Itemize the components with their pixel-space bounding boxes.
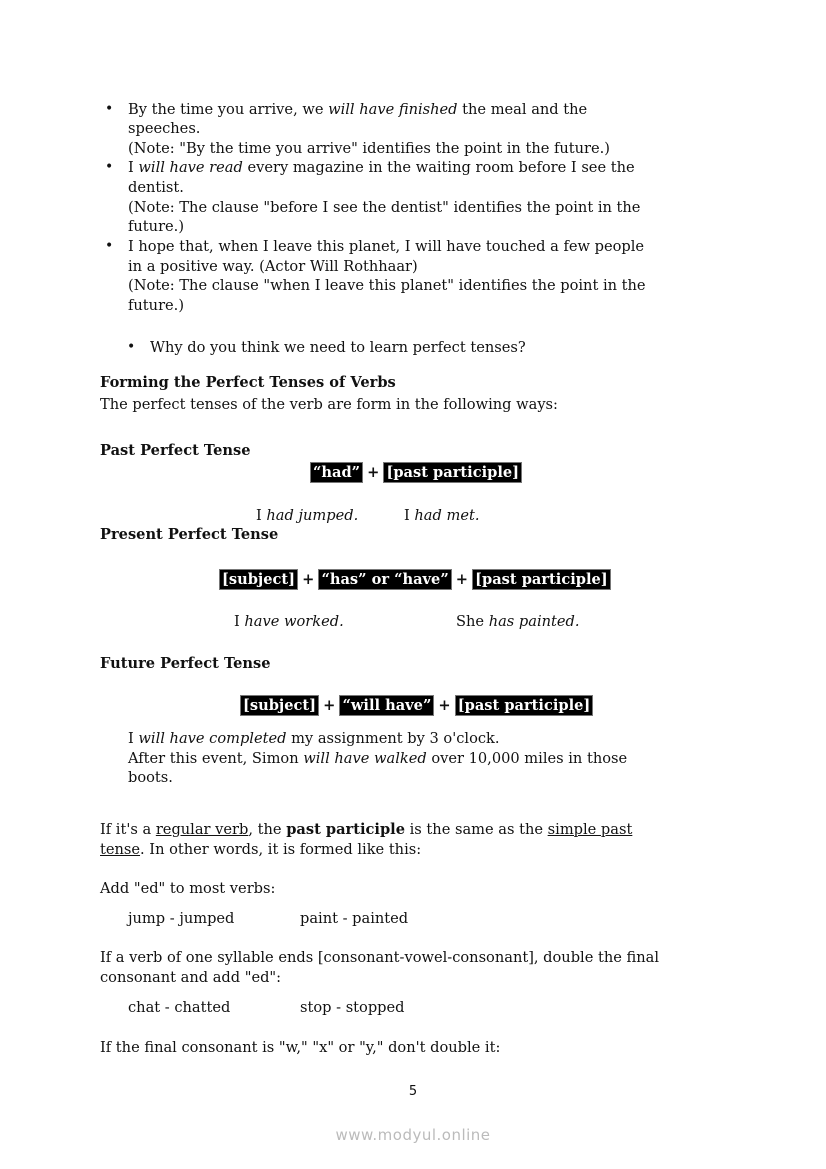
text-span: I	[128, 730, 139, 747]
text-line	[234, 613, 344, 631]
text-line	[300, 910, 408, 928]
text-line	[128, 218, 184, 236]
text-span: (Note: The clause "when I leave this planet" identifies the point in the	[128, 277, 646, 294]
text-line	[128, 258, 418, 276]
text-line	[128, 999, 230, 1017]
bullet-icon: •	[105, 159, 114, 175]
formula-term: [subject]	[222, 571, 296, 588]
text-span: She	[456, 613, 489, 630]
text-line	[128, 199, 640, 217]
text-span: I	[256, 507, 267, 524]
bold-text: Future Perfect Tense	[100, 655, 271, 672]
bold-text: Past Perfect Tense	[100, 442, 251, 459]
text-span: , the	[248, 821, 287, 838]
formula-term: “had”	[313, 464, 361, 481]
text-span: chat - chatted	[128, 999, 231, 1016]
underlined-term: regular verb	[155, 821, 249, 838]
text-span: paint - painted	[300, 910, 409, 927]
text-span: stop - stopped	[300, 999, 405, 1016]
italic-text: has painted.	[488, 613, 580, 630]
text-span: By the time you arrive, we	[128, 101, 329, 118]
text-span: my assignment by 3 o'clock.	[286, 730, 500, 747]
text-line	[100, 1039, 500, 1057]
text-line	[128, 179, 184, 197]
text-span: dentist.	[128, 179, 184, 196]
text-span: (Note: "By the time you arrive" identifies the point in the future.)	[128, 140, 610, 157]
text-span: (Note: The clause "before I see the dentist" identifies the point in the	[128, 199, 641, 216]
text-span: If it's a	[100, 821, 156, 838]
formula-line	[220, 571, 610, 589]
text-span: future.)	[128, 297, 185, 314]
italic-text: will have completed	[138, 730, 287, 747]
bold-text: Forming the Perfect Tenses of Verbs	[100, 374, 396, 391]
plus-sign: +	[318, 697, 341, 714]
section-heading	[100, 655, 271, 673]
formula-term: “has” or “have”	[321, 571, 449, 588]
watermark: www.modyul.online	[335, 1126, 491, 1144]
text-span: If the final consonant is "w," "x" or "y," don't double it:	[100, 1039, 501, 1056]
text-span: future.)	[128, 218, 185, 235]
plus-sign: +	[450, 571, 474, 588]
text-span: boots.	[128, 769, 173, 786]
text-line	[128, 238, 644, 256]
plus-sign: +	[433, 697, 456, 714]
text-line	[300, 999, 405, 1017]
text-span: . In other words, it is formed like this:	[140, 841, 422, 858]
bold-text: past participle	[286, 821, 405, 838]
underlined-term: tense	[100, 841, 141, 858]
text-span: speeches.	[128, 120, 201, 137]
formula-line	[311, 464, 521, 482]
text-span: Why do you think we need to learn perfect tenses?	[150, 339, 526, 356]
text-span: I	[234, 613, 245, 630]
text-line	[128, 277, 646, 295]
formula-term: [past participle]	[457, 697, 591, 714]
text-span: Add "ed" to most verbs:	[100, 880, 276, 897]
text-line	[128, 140, 610, 158]
text-span: I	[404, 507, 415, 524]
section-heading	[100, 526, 278, 544]
text-span: The perfect tenses of the verb are form in the following ways:	[100, 396, 558, 413]
text-line	[128, 730, 500, 748]
text-line	[100, 841, 421, 859]
italic-text: will have finished	[328, 101, 458, 118]
plus-sign: +	[297, 571, 320, 588]
text-line	[128, 750, 627, 768]
text-span: every magazine in the waiting room before I see the	[242, 159, 635, 176]
text-line	[100, 969, 281, 987]
text-span: After this event, Simon	[128, 750, 304, 767]
formula-term: [past participle]	[386, 464, 520, 481]
formula-term: “will have”	[342, 697, 432, 714]
text-line	[128, 120, 200, 138]
text-span: over 10,000 miles in those	[426, 750, 628, 767]
section-heading	[100, 442, 250, 460]
formula-line	[241, 697, 592, 715]
bullet-icon: •	[127, 339, 136, 355]
text-line	[456, 613, 580, 631]
text-line	[128, 769, 173, 787]
bullet-icon: •	[105, 238, 114, 254]
text-line	[100, 396, 558, 414]
text-line	[128, 159, 635, 177]
italic-text: had met.	[414, 507, 480, 524]
underlined-term: simple past	[547, 821, 633, 838]
text-span: in a positive way. (Actor Will Rothhaar)	[128, 258, 418, 275]
text-span: If a verb of one syllable ends [consonant-vowel-consonant], double the final	[100, 949, 660, 966]
italic-text: had jumped.	[266, 507, 359, 524]
text-span: jump - jumped	[128, 910, 235, 927]
text-line	[150, 339, 526, 357]
text-line	[128, 297, 184, 315]
text-span: consonant and add "ed":	[100, 969, 282, 986]
formula-term: [subject]	[243, 697, 317, 714]
text-line	[404, 507, 479, 525]
section-heading	[100, 374, 396, 392]
text-line	[100, 821, 632, 839]
text-span: I	[128, 159, 139, 176]
text-line	[256, 507, 358, 525]
text-line	[100, 880, 275, 898]
text-span: the meal and the	[457, 101, 588, 118]
italic-text: will have read	[138, 159, 243, 176]
text-line	[128, 910, 234, 928]
bullet-icon: •	[105, 101, 114, 117]
plus-sign: +	[362, 464, 385, 481]
bold-text: Present Perfect Tense	[100, 526, 279, 543]
formula-term: [past participle]	[475, 571, 608, 588]
page-number: 5	[408, 1084, 418, 1099]
italic-text: will have walked	[303, 750, 427, 767]
text-line	[128, 101, 587, 119]
text-span: I hope that, when I leave this planet, I will have touched a few people	[128, 238, 645, 255]
text-span: is the same as the	[405, 821, 548, 838]
italic-text: have worked.	[244, 613, 344, 630]
text-line	[100, 949, 659, 967]
